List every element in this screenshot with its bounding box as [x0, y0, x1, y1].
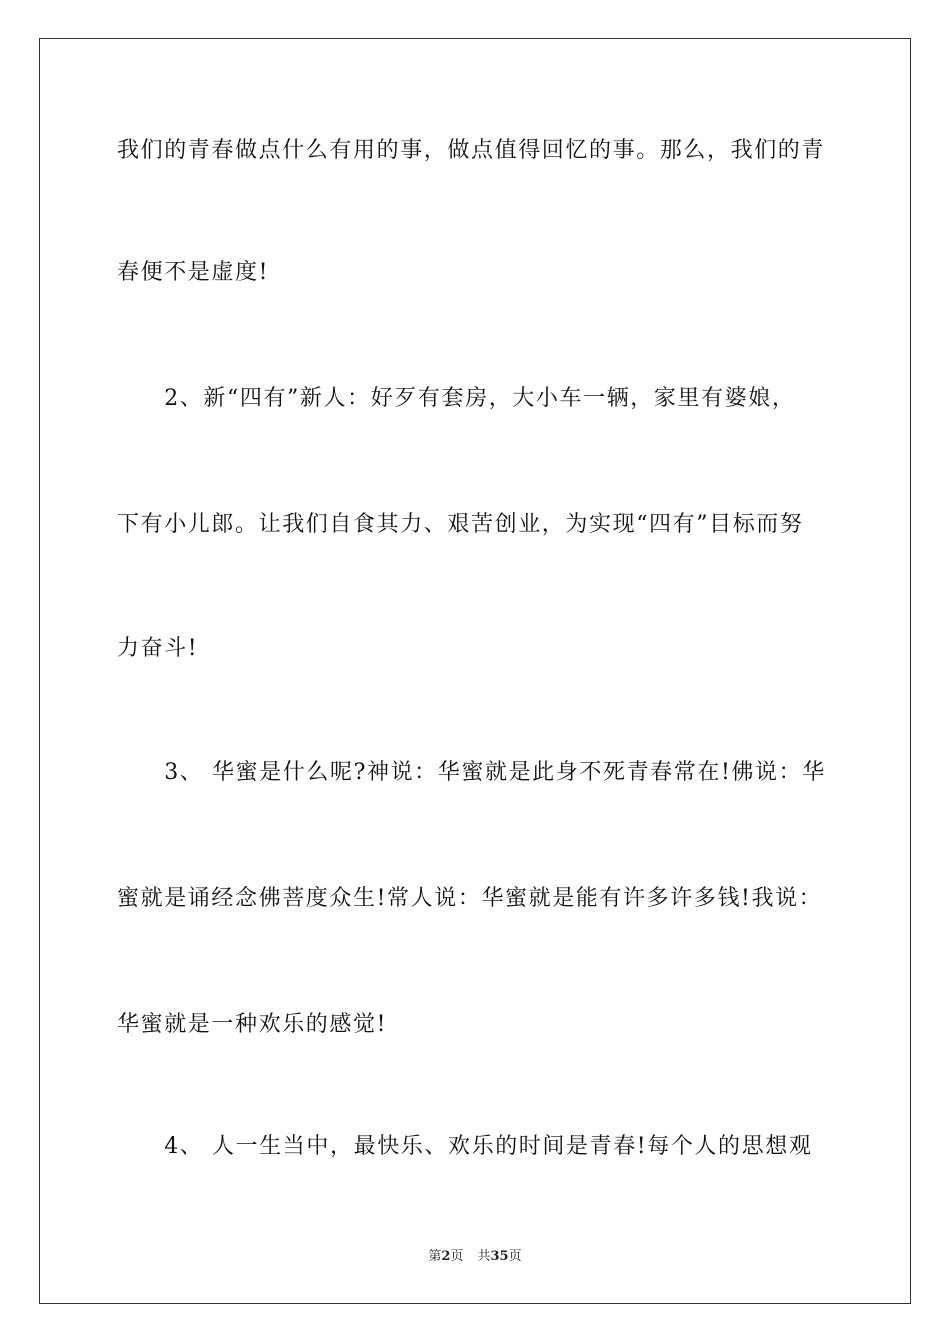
body-text-line: 蜜就是诵经念佛菩度众生!常人说：华蜜就是能有许多许多钱!我说： — [117, 886, 823, 911]
page-suffix: 页 — [450, 1249, 464, 1264]
total-prefix: 共 — [477, 1249, 491, 1264]
total-suffix: 页 — [508, 1249, 522, 1264]
body-text-line: 力奋斗! — [117, 636, 199, 661]
body-text-line: 华蜜就是一种欢乐的感觉! — [117, 1012, 388, 1037]
total-pages: 35 — [490, 1249, 509, 1264]
page-footer — [0, 1248, 950, 1266]
body-text-line: 4、 人一生当中，最快乐、欢乐的时间是青春!每个人的思想观 — [117, 1134, 813, 1159]
page-number: 2 — [441, 1249, 451, 1264]
body-text-line: 3、 华蜜是什么呢?神说：华蜜就是此身不死青春常在!佛说：华 — [117, 760, 826, 785]
body-text-line: 下有小儿郎。让我们自食其力、艰苦创业，为实现“四有”目标而努 — [117, 512, 804, 537]
page-border — [39, 38, 911, 1304]
body-text-line: 春便不是虚度! — [117, 260, 270, 285]
body-text-line: 2、新“四有”新人：好歹有套房，大小车一辆，家里有婆娘， — [117, 386, 796, 411]
body-text-line: 我们的青春做点什么有用的事，做点值得回忆的事。那么，我们的青 — [117, 138, 826, 163]
page-prefix: 第 — [428, 1249, 442, 1264]
